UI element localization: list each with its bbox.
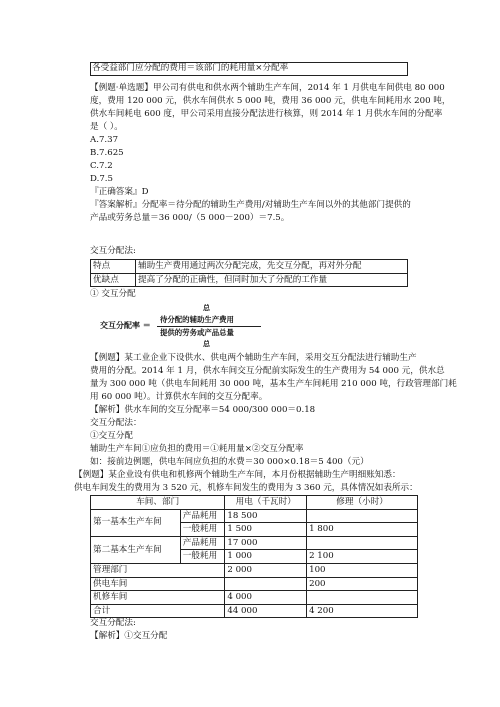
example2-line: 【例题】某工业企业下设供水、供电两个辅助生产车间，采用交互分配法进行辅助生产 bbox=[90, 353, 417, 363]
example2-line: 费用的分配。2014 年 1 月，供水车间交互分配前实际发生的生产费用为 54 000 元，供水总 bbox=[90, 366, 445, 376]
example3-line: 供电车间发生的费用为 3 520 元，机修车间发生的费用为 3 360 元，具体情况如表所示： bbox=[74, 483, 418, 493]
table-row bbox=[91, 273, 408, 287]
power-cell: 1 500 bbox=[225, 523, 307, 537]
correct-answer: 『正确答案』D bbox=[90, 187, 149, 197]
dept-cell: 机修车间 bbox=[91, 591, 225, 605]
formula-top-mark: 总 bbox=[203, 304, 210, 312]
answer-analysis-line: 『答案解析』分配率＝待分配的辅助生产费用/对辅助生产车间以外的其他部门提供的 bbox=[90, 200, 411, 210]
table-row bbox=[91, 536, 418, 550]
formula-denominator: 提供的劳务或产品总量 bbox=[160, 328, 234, 337]
repair-cell: 4 200 bbox=[307, 604, 418, 618]
table-row bbox=[91, 509, 418, 523]
example2-step: ①交互分配 bbox=[90, 431, 133, 441]
power-cell bbox=[225, 577, 307, 591]
power-cell: 44 000 bbox=[225, 604, 307, 618]
method-table bbox=[90, 259, 408, 287]
header-power: 用电（千瓦时） bbox=[225, 496, 307, 510]
option-a: A.7.37 bbox=[90, 135, 119, 145]
allocation-table bbox=[90, 495, 418, 618]
power-cell: 1 000 bbox=[225, 550, 307, 564]
table-row bbox=[91, 604, 418, 618]
sub-heading: ① 交互分配 bbox=[90, 289, 136, 299]
repair-cell bbox=[307, 591, 418, 605]
top-rule-text: 各受益部门应分配的费用＝该部门的耗用量×分配率 bbox=[92, 63, 289, 73]
formula-bottom-mark: 总 bbox=[203, 340, 210, 348]
repair-cell: 200 bbox=[307, 577, 418, 591]
answer-analysis-line: 产品或劳务总量＝36 000/（5 000－200）＝7.5。 bbox=[90, 213, 290, 223]
table-row bbox=[91, 563, 418, 577]
repair-cell: 100 bbox=[307, 563, 418, 577]
usage-type-cell: 产品耗用 bbox=[180, 536, 225, 550]
option-c: C.7.2 bbox=[90, 161, 113, 171]
header-dept: 车间、部门 bbox=[91, 496, 225, 510]
example2-step: 交互分配法： bbox=[90, 418, 142, 428]
table-row bbox=[91, 260, 408, 274]
example1-line: 度，费用 120 000 元，供水车间供水 5 000 吨，费用 36 000 元，供电车间耗用水 200 吨， bbox=[90, 96, 451, 106]
option-d: D.7.5 bbox=[90, 174, 113, 184]
dept-cell: 管理部门 bbox=[91, 563, 225, 577]
repair-cell bbox=[307, 536, 418, 550]
example2-line: 量为 300 000 吨（供电车间耗用 30 000 吨，基本生产车间耗用 210 000 吨，行政管理部门耗 bbox=[90, 379, 457, 389]
header-repair: 修理（小时） bbox=[307, 496, 418, 510]
footer-heading: 交互分配法: bbox=[90, 618, 136, 628]
table-row bbox=[91, 591, 418, 605]
repair-cell: 2 100 bbox=[307, 550, 418, 564]
example2-step: 如：接前边例题，供电车间应负担的水费＝30 000×0.18＝5 400（元） bbox=[90, 457, 369, 467]
power-cell: 4 000 bbox=[225, 591, 307, 605]
table-cell: 优缺点 bbox=[91, 273, 136, 287]
repair-cell: 1 800 bbox=[307, 523, 418, 537]
example2-analysis: 【解析】供水车间的交互分配率＝54 000/300 000＝0.18 bbox=[90, 405, 316, 415]
dept-cell: 合计 bbox=[91, 604, 225, 618]
power-cell: 17 000 bbox=[225, 536, 307, 550]
dept-cell: 第二基本生产车间 bbox=[91, 536, 181, 563]
usage-type-cell: 一般耗用 bbox=[180, 550, 225, 564]
table-row bbox=[91, 577, 418, 591]
example2-step: 辅助生产车间①应负担的费用＝①耗用量×②交互分配率 bbox=[90, 444, 304, 454]
table-cell: 特点 bbox=[91, 260, 136, 274]
usage-type-cell: 产品耗用 bbox=[180, 509, 225, 523]
example2-line: 用 60 000 吨）。计算供水车间的交互分配率。 bbox=[90, 392, 268, 402]
footer-analysis: 【解析】①交互分配 bbox=[90, 631, 168, 641]
example1-line: 是（ ）。 bbox=[90, 122, 123, 132]
power-cell: 18 500 bbox=[225, 509, 307, 523]
top-rule-box bbox=[90, 62, 408, 76]
repair-cell bbox=[307, 509, 418, 523]
usage-type-cell: 一般耗用 bbox=[180, 523, 225, 537]
table-header-row bbox=[91, 496, 418, 510]
formula-numerator: 待分配的辅助生产费用 bbox=[160, 315, 234, 324]
table-cell: 提高了分配的正确性，但同时加大了分配的工作量 bbox=[136, 273, 408, 287]
example1-line: 供水车间耗电 600 度，甲公司采用直接分配法进行核算，则 2014 年 1 月供水车间的分配率 bbox=[90, 109, 443, 119]
section-heading: 交互分配法: bbox=[90, 246, 136, 256]
dept-cell: 第一基本生产车间 bbox=[91, 509, 181, 536]
option-b: B.7.625 bbox=[90, 148, 124, 158]
example3-line: 【例题】某企业设有供电和机修两个辅助生产车间，本月份根据辅助生产明细账知悉： bbox=[74, 470, 401, 480]
formula-label: 交互分配率 ＝ bbox=[100, 321, 151, 330]
example1-line: 【例题·单选题】甲公司有供电和供水两个辅助生产车间，2014 年 1 月供电车间供电 80 000 bbox=[90, 83, 445, 93]
dept-cell: 供电车间 bbox=[91, 577, 225, 591]
table-cell: 辅助生产费用通过两次分配完成，先交互分配，再对外分配 bbox=[136, 260, 408, 274]
power-cell: 2 000 bbox=[225, 563, 307, 577]
